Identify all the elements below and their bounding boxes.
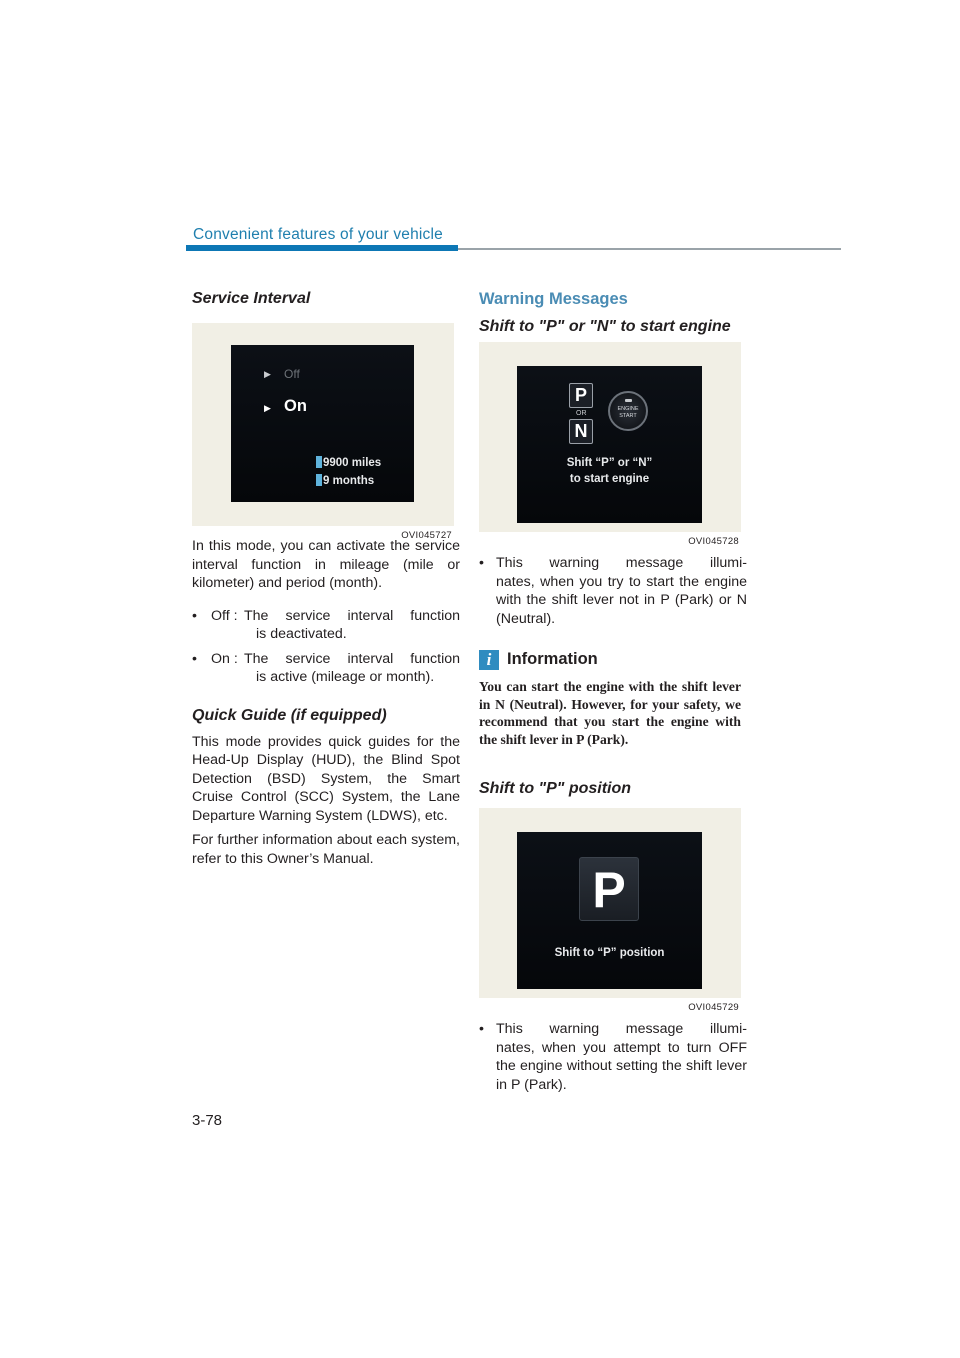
shift-pn-heading: Shift to "P" or "N" to start engine [479, 318, 731, 335]
cluster-screen [231, 345, 414, 502]
menu-arrow-icon: ▶ [264, 403, 271, 413]
gear-p-icon: P [579, 857, 639, 921]
warning-messages-heading: Warning Messages [479, 290, 628, 308]
quick-guide-heading: Quick Guide (if equipped) [192, 706, 387, 724]
header-rule [458, 248, 841, 250]
shift-p-figure [479, 808, 741, 1013]
menu-option-on: On [284, 397, 307, 415]
gear-p-icon: P [569, 383, 593, 408]
figure-code: OVI045729 [688, 1002, 739, 1013]
section-header-title: Convenient features of your vehicle [193, 226, 443, 243]
cluster-screen [517, 832, 702, 989]
bullet-label: Off : [211, 607, 238, 624]
gear-or-label: OR [576, 410, 587, 417]
info-icon: i [479, 650, 499, 670]
menu-arrow-icon: ▶ [264, 369, 271, 379]
value-marker-icon [316, 456, 322, 468]
info-title: Information [507, 650, 598, 668]
bullet-on: • On : The service interval function is active (mileage or month). [192, 650, 460, 685]
bullet-off-warning: • This warning message illumi- nates, when you attempt to turn OFF the engine without setting the shift lever in P (Park). [479, 1021, 747, 1093]
screen-message: Shift “P” or “N” to start engine [566, 457, 653, 485]
miles-readout: 9900 miles [316, 456, 381, 469]
service-interval-heading: Service Interval [192, 290, 311, 307]
months-readout: 9 months [316, 474, 374, 487]
left-column [192, 290, 460, 868]
bullet-off: • Off : The service interval function is deactivated. [192, 607, 460, 642]
bullet-start-warning: • This warning message illumi- nates, when you try to start the engine with the shift lever not in P (Park) or N (Neutral). [479, 555, 747, 627]
figure-code: OVI045727 [401, 530, 452, 541]
shift-p-heading: Shift to "P" position [479, 780, 632, 797]
information-box [479, 650, 747, 768]
bullet-label: On : [211, 650, 238, 667]
value-marker-icon [316, 474, 322, 486]
service-interval-intro: In this mode, you can activate the service interval function in mileage (mile or kilometer) and period (month). [192, 538, 460, 591]
figure-code: OVI045728 [688, 536, 739, 547]
page-number: 3-78 [192, 1112, 223, 1129]
gear-n-icon: N [569, 419, 593, 444]
shift-pn-figure [479, 342, 741, 547]
header-accent-bar [186, 245, 458, 251]
cluster-screen [517, 366, 702, 523]
menu-option-off: Off [284, 367, 300, 381]
quick-guide-paragraph-1: This mode provides quick guides for the Head-Up Display (HUD), the Blind Spot Detection (BSD) System, the Smart Cruise Control (SCC) System, the Lane Departure Warning System (LDWS), etc. [192, 733, 460, 824]
service-interval-figure [192, 323, 454, 541]
screen-message: Shift to “P” position [554, 947, 665, 959]
quick-guide-paragraph-2: For further information about each system, refer to this Owner’s Manual. [192, 832, 460, 867]
info-body: You can start the engine with the shift lever in N (Neutral). However, for your safety, we recommend that you start the engine with the shift lever in P (Park). [479, 679, 741, 747]
right-column [479, 290, 747, 1094]
engine-start-button-icon: ENGINE START [608, 391, 648, 431]
